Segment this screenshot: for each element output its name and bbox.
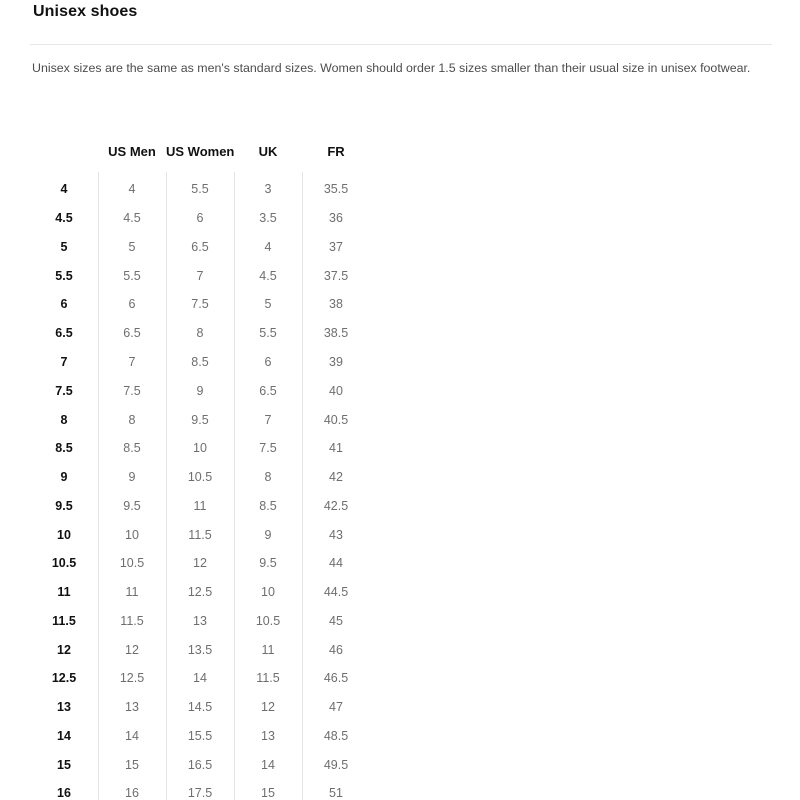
size-value-cell: 4.5 <box>259 268 277 283</box>
size-value-cell: 44.5 <box>323 585 349 600</box>
table-row <box>30 606 370 635</box>
row-size-label: 7 <box>60 354 68 369</box>
size-value-cell: 8.5 <box>191 354 209 369</box>
size-value-cell: 5.5 <box>191 182 209 197</box>
size-value-cell: 39 <box>329 354 343 369</box>
size-value-cell: 7.5 <box>123 383 141 398</box>
size-value-cell: 7 <box>128 354 136 369</box>
size-value-cell: 15.5 <box>187 728 213 743</box>
table-header-row <box>30 138 370 164</box>
row-size-label: 12.5 <box>51 671 77 686</box>
row-size-label: 10.5 <box>51 556 77 571</box>
size-value-cell: 47 <box>329 700 343 715</box>
size-value-cell: 8 <box>128 412 136 427</box>
size-value-cell: 48.5 <box>323 728 349 743</box>
table-row <box>30 491 370 520</box>
table-row <box>30 319 370 348</box>
size-value-cell: 7.5 <box>259 441 277 456</box>
size-value-cell: 11.5 <box>188 527 212 542</box>
size-value-cell: 16 <box>125 786 139 800</box>
section-divider <box>30 44 772 45</box>
size-value-cell: 10.5 <box>255 613 281 628</box>
row-size-label: 4.5 <box>55 211 73 226</box>
size-value-cell: 12 <box>125 642 139 657</box>
size-value-cell: 5.5 <box>259 326 277 341</box>
row-size-label: 12 <box>57 642 71 657</box>
size-value-cell: 3 <box>264 182 272 197</box>
row-size-label: 6.5 <box>55 326 73 341</box>
size-value-cell: 7.5 <box>191 297 209 312</box>
size-value-cell: 14 <box>125 728 139 743</box>
size-value-cell: 7 <box>196 268 204 283</box>
row-size-label: 13 <box>57 700 71 715</box>
table-row <box>30 175 370 204</box>
row-size-label: 6 <box>60 297 68 312</box>
row-size-label: 11.5 <box>52 613 76 628</box>
size-value-cell: 37 <box>329 239 343 254</box>
table-row <box>30 434 370 463</box>
row-size-label: 14 <box>57 728 71 743</box>
sizing-note: Unisex sizes are the same as men's standard sizes. Women should order 1.5 sizes smaller than their usual size in unisex footwear. <box>32 61 751 75</box>
size-value-cell: 4.5 <box>123 211 141 226</box>
table-row <box>30 290 370 319</box>
table-row <box>30 233 370 262</box>
size-value-cell: 44 <box>329 556 343 571</box>
size-value-cell: 16.5 <box>187 757 213 772</box>
size-value-cell: 9.5 <box>259 556 277 571</box>
size-value-cell: 51 <box>329 786 343 800</box>
size-value-cell: 43 <box>329 527 343 542</box>
row-size-label: 8.5 <box>55 441 73 456</box>
table-row <box>30 750 370 779</box>
size-value-cell: 6 <box>128 297 136 312</box>
column-header-fr: FR <box>327 143 345 159</box>
row-size-label: 9.5 <box>55 498 73 513</box>
size-value-cell: 4 <box>128 182 136 197</box>
size-value-cell: 12 <box>193 556 207 571</box>
table-row <box>30 405 370 434</box>
size-value-cell: 12 <box>261 700 275 715</box>
row-size-label: 5 <box>60 239 68 254</box>
size-value-cell: 49.5 <box>323 757 349 772</box>
size-value-cell: 10 <box>261 585 275 600</box>
size-value-cell: 11 <box>125 585 139 600</box>
row-size-label: 15 <box>57 757 71 772</box>
table-row <box>30 549 370 578</box>
size-value-cell: 8.5 <box>259 498 277 513</box>
table-row <box>30 348 370 377</box>
row-size-label: 8 <box>60 412 68 427</box>
size-value-cell: 46.5 <box>323 671 349 686</box>
size-value-cell: 17.5 <box>187 786 213 800</box>
table-row <box>30 722 370 751</box>
size-value-cell: 12.5 <box>119 671 145 686</box>
size-value-cell: 3.5 <box>259 211 277 226</box>
size-value-cell: 40.5 <box>323 412 349 427</box>
table-row <box>30 664 370 693</box>
column-header-us-men: US Men <box>108 143 156 159</box>
size-value-cell: 46 <box>329 642 343 657</box>
size-value-cell: 6.5 <box>259 383 277 398</box>
size-value-cell: 8 <box>264 470 272 485</box>
size-value-cell: 42.5 <box>323 498 349 513</box>
row-size-label: 4 <box>60 182 68 197</box>
size-value-cell: 38 <box>329 297 343 312</box>
column-header-uk: UK <box>258 143 278 159</box>
table-row <box>30 463 370 492</box>
size-value-cell: 5 <box>264 297 272 312</box>
row-size-label: 5.5 <box>55 268 73 283</box>
size-value-cell: 15 <box>261 786 275 800</box>
size-value-cell: 13 <box>125 700 139 715</box>
size-value-cell: 38.5 <box>323 326 349 341</box>
size-value-cell: 14.5 <box>187 700 213 715</box>
table-row <box>30 261 370 290</box>
size-value-cell: 15 <box>125 757 139 772</box>
size-value-cell: 13 <box>193 613 207 628</box>
size-value-cell: 10.5 <box>187 470 213 485</box>
row-size-label: 10 <box>57 527 71 542</box>
size-value-cell: 6.5 <box>191 239 209 254</box>
size-value-cell: 10 <box>193 441 207 456</box>
size-value-cell: 11.5 <box>256 671 280 686</box>
table-row <box>30 635 370 664</box>
size-value-cell: 11 <box>193 498 207 513</box>
size-value-cell: 36 <box>329 211 343 226</box>
size-value-cell: 12.5 <box>187 585 213 600</box>
size-value-cell: 6.5 <box>123 326 141 341</box>
size-value-cell: 11 <box>261 642 275 657</box>
size-value-cell: 7 <box>264 412 272 427</box>
table-row <box>30 376 370 405</box>
size-value-cell: 5.5 <box>123 268 141 283</box>
size-value-cell: 9 <box>264 527 272 542</box>
size-value-cell: 42 <box>329 470 343 485</box>
table-row <box>30 779 370 800</box>
table-body <box>30 175 370 800</box>
page-title: Unisex shoes <box>33 3 138 20</box>
table-row <box>30 578 370 607</box>
row-size-label: 7.5 <box>55 383 73 398</box>
size-value-cell: 8 <box>196 326 204 341</box>
size-value-cell: 4 <box>264 239 272 254</box>
size-value-cell: 9.5 <box>191 412 209 427</box>
size-value-cell: 9 <box>196 383 204 398</box>
size-value-cell: 8.5 <box>123 441 141 456</box>
size-value-cell: 5 <box>128 239 136 254</box>
size-value-cell: 10.5 <box>119 556 145 571</box>
table-row <box>30 520 370 549</box>
size-value-cell: 11.5 <box>120 613 144 628</box>
size-value-cell: 40 <box>329 383 343 398</box>
size-value-cell: 37.5 <box>323 268 349 283</box>
table-row <box>30 693 370 722</box>
table-row <box>30 204 370 233</box>
size-value-cell: 9 <box>128 470 136 485</box>
size-value-cell: 35.5 <box>323 182 349 197</box>
size-value-cell: 45 <box>329 613 343 628</box>
size-value-cell: 10 <box>125 527 139 542</box>
size-value-cell: 13 <box>261 728 275 743</box>
row-size-label: 11 <box>57 585 71 600</box>
size-value-cell: 41 <box>329 441 343 456</box>
size-value-cell: 6 <box>196 211 204 226</box>
size-value-cell: 14 <box>193 671 207 686</box>
size-value-cell: 6 <box>264 354 272 369</box>
size-value-cell: 13.5 <box>187 642 213 657</box>
size-value-cell: 9.5 <box>123 498 141 513</box>
row-size-label: 16 <box>57 786 71 800</box>
row-size-label: 9 <box>60 470 68 485</box>
size-value-cell: 14 <box>261 757 275 772</box>
column-header-us-women: US Women <box>166 143 235 159</box>
